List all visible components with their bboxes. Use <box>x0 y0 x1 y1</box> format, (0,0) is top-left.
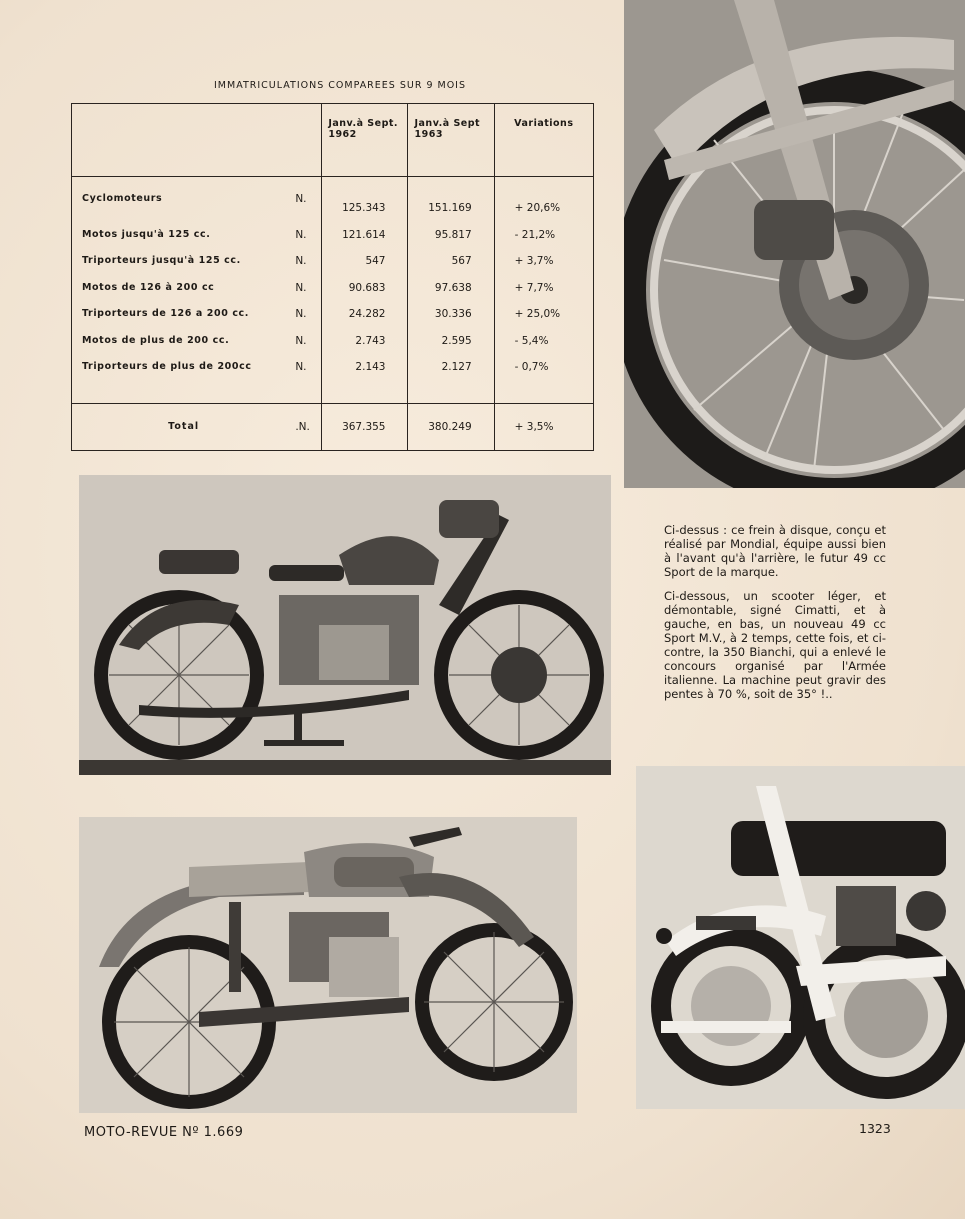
value-1962: 2.743 <box>322 328 408 355</box>
header-1962: Janv.à Sept. 1962 <box>322 104 408 177</box>
row-unit: N. <box>295 228 307 241</box>
total-1962: 367.355 <box>322 403 408 450</box>
table-row <box>72 354 594 381</box>
row-unit: N. <box>295 308 307 321</box>
row-unit: N. <box>295 255 307 268</box>
header-variations: Variations <box>494 104 593 177</box>
caption-models: Ci-dessous, un scooter léger, et démontable, signé Cimatti, et à gauche, en bas, un nouveau 49 cc Sport M.V., à 2 temps, cette fois, et ci-contre, la 350 Bianchi, qui a enlevé le concours organisé par l'Armée italienne. La machine peut gravir des pentes à 70 %, soit de 35° !.. <box>664 589 886 701</box>
table-row <box>72 275 594 302</box>
value-1962: 2.143 <box>322 354 408 381</box>
registrations-table <box>71 103 594 451</box>
row-unit: N. <box>295 361 307 374</box>
value-1963: 2.595 <box>408 328 494 355</box>
variation-value: + 25,0% <box>494 301 593 328</box>
variation-value: - 0,7% <box>494 354 593 381</box>
row-label: Motos jusqu'à 125 cc. <box>82 228 211 240</box>
row-label: Triporteurs de plus de 200cc <box>82 361 252 373</box>
value-1963: 2.127 <box>408 354 494 381</box>
total-label: Total <box>168 420 200 432</box>
table-title: IMMATRICULATIONS COMPAREES SUR 9 MOIS <box>214 80 467 91</box>
table-row <box>72 222 594 249</box>
value-1963: 30.336 <box>408 301 494 328</box>
row-label: Motos de plus de 200 cc. <box>82 334 230 346</box>
cimatti-scooter-photo <box>636 766 965 1109</box>
row-label: Motos de 126 à 200 cc <box>82 281 215 293</box>
row-label: Triporteurs de 126 a 200 cc. <box>82 308 249 320</box>
table-spacer <box>72 381 594 404</box>
value-1962: 125.343 <box>322 177 408 222</box>
table-row <box>72 248 594 275</box>
table-header-row <box>72 104 594 177</box>
row-label: Triporteurs jusqu'à 125 cc. <box>82 255 241 267</box>
row-unit: N. <box>295 193 307 206</box>
row-label: Cyclomoteurs <box>82 193 163 205</box>
caption-disc-brake: Ci-dessus : ce frein à disque, conçu et réalisé par Mondial, équipe aussi bien à l'avant qu'à l'arrière, le futur 49 cc Sport de la marque. <box>664 523 886 579</box>
total-1963: 380.249 <box>408 403 494 450</box>
bianchi-350-photo <box>79 475 611 775</box>
total-unit: .N. <box>295 420 310 433</box>
value-1962: 24.282 <box>322 301 408 328</box>
photo-captions <box>664 523 886 711</box>
magazine-issue: MOTO-REVUE Nº 1.669 <box>84 1125 244 1140</box>
variation-value: + 3,7% <box>494 248 593 275</box>
table-row <box>72 328 594 355</box>
value-1963: 95.817 <box>408 222 494 249</box>
value-1962: 547 <box>322 248 408 275</box>
row-unit: N. <box>295 281 307 294</box>
value-1963: 567 <box>408 248 494 275</box>
mv-49cc-sport-photo <box>79 817 577 1113</box>
value-1962: 90.683 <box>322 275 408 302</box>
row-unit: N. <box>295 334 307 347</box>
total-variation: + 3,5% <box>494 403 593 450</box>
variation-value: - 5,4% <box>494 328 593 355</box>
table-row <box>72 177 594 222</box>
variation-value: + 7,7% <box>494 275 593 302</box>
value-1963: 97.638 <box>408 275 494 302</box>
variation-value: + 20,6% <box>494 177 593 222</box>
total-row <box>72 403 594 450</box>
table-row <box>72 301 594 328</box>
header-empty <box>72 104 322 177</box>
value-1962: 121.614 <box>322 222 408 249</box>
value-1963: 151.169 <box>408 177 494 222</box>
header-1963: Janv.à Sept 1963 <box>408 104 494 177</box>
variation-value: - 21,2% <box>494 222 593 249</box>
disc-brake-photo <box>624 0 965 488</box>
page-number: 1323 <box>859 1121 891 1136</box>
